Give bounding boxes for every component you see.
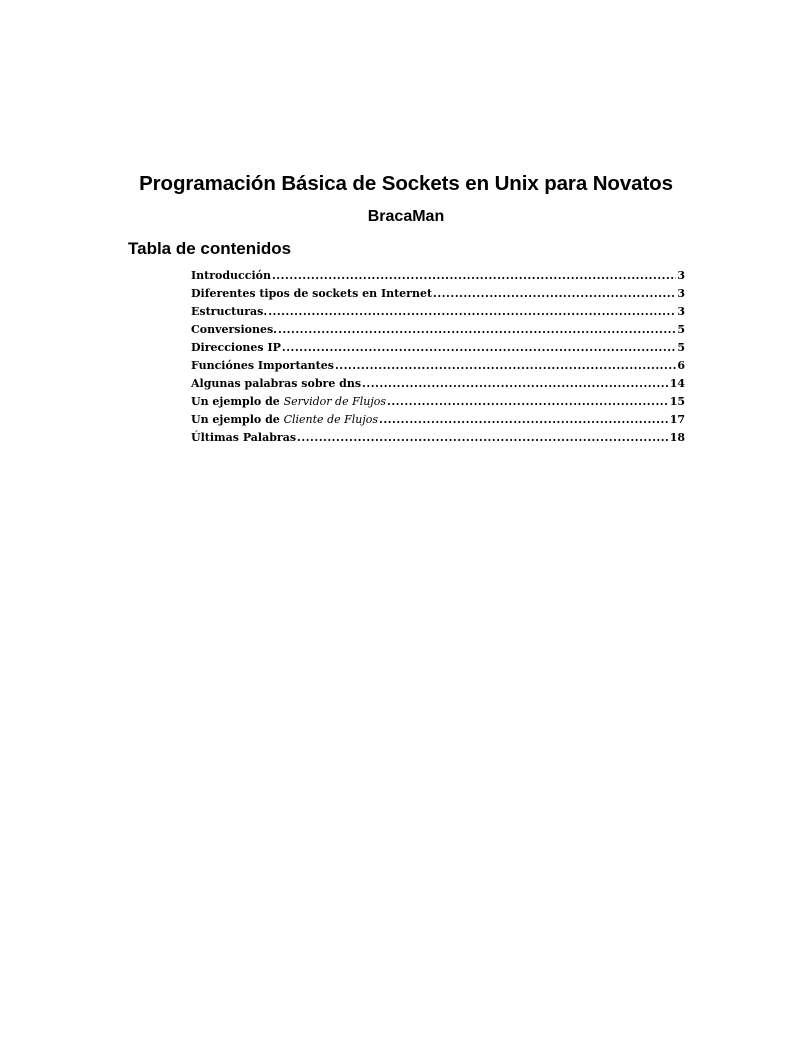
toc-entry-page: 14 xyxy=(669,377,685,390)
dot-leader xyxy=(335,357,676,375)
document-author xyxy=(0,208,812,226)
dot-leader xyxy=(297,429,669,447)
toc-entry[interactable] xyxy=(191,285,685,303)
toc-entry-label: Direcciones IP xyxy=(191,341,281,354)
toc-entry-page: 17 xyxy=(669,413,685,426)
dot-leader xyxy=(272,267,676,285)
toc-entry-label: Funciónes Importantes xyxy=(191,359,334,372)
dot-leader xyxy=(433,285,676,303)
document-title: Programación Básica de Sockets en Unix para Novatos xyxy=(139,172,673,195)
toc-entry[interactable] xyxy=(191,339,685,357)
toc-entry-page: 15 xyxy=(669,395,685,408)
toc-entry[interactable] xyxy=(191,303,685,321)
toc-entry-label: Últimas Palabras xyxy=(191,431,297,444)
toc-entry[interactable] xyxy=(191,357,685,375)
toc-entry-label: Algunas palabras sobre dns xyxy=(191,377,362,390)
toc-entry[interactable] xyxy=(191,267,685,285)
toc-entry-label: Un ejemplo de Servidor de Flujos xyxy=(191,395,387,408)
toc-entry-page: 18 xyxy=(669,431,685,444)
table-of-contents xyxy=(191,267,685,447)
toc-entry-page: 3 xyxy=(677,287,685,300)
toc-entry-label: Introducción xyxy=(191,269,271,282)
toc-entry-label: Conversiones. xyxy=(191,323,278,336)
toc-heading: Tabla de contenidos xyxy=(128,239,292,258)
dot-leader xyxy=(282,339,676,357)
dot-leader xyxy=(362,375,669,393)
toc-entry[interactable] xyxy=(191,411,685,429)
dot-leader xyxy=(379,411,669,429)
toc-entry-page: 3 xyxy=(677,269,685,282)
toc-entry-page: 3 xyxy=(677,305,685,318)
toc-entry[interactable] xyxy=(191,321,685,339)
dot-leader xyxy=(387,393,669,411)
toc-entry-label: Un ejemplo de Cliente de Flujos xyxy=(191,413,379,426)
toc-entry-page: 6 xyxy=(677,359,685,372)
toc-entry-label: Diferentes tipos de sockets en Internet xyxy=(191,287,433,300)
toc-entry[interactable] xyxy=(191,393,685,411)
toc-entry-page: 5 xyxy=(677,323,685,336)
toc-entry-page: 5 xyxy=(677,341,685,354)
author-name: BracaMan xyxy=(367,208,445,225)
toc-entry[interactable] xyxy=(191,429,685,447)
toc-entry-label: Estructuras. xyxy=(191,305,268,318)
toc-entry[interactable] xyxy=(191,375,685,393)
dot-leader xyxy=(268,303,676,321)
dot-leader xyxy=(278,321,676,339)
